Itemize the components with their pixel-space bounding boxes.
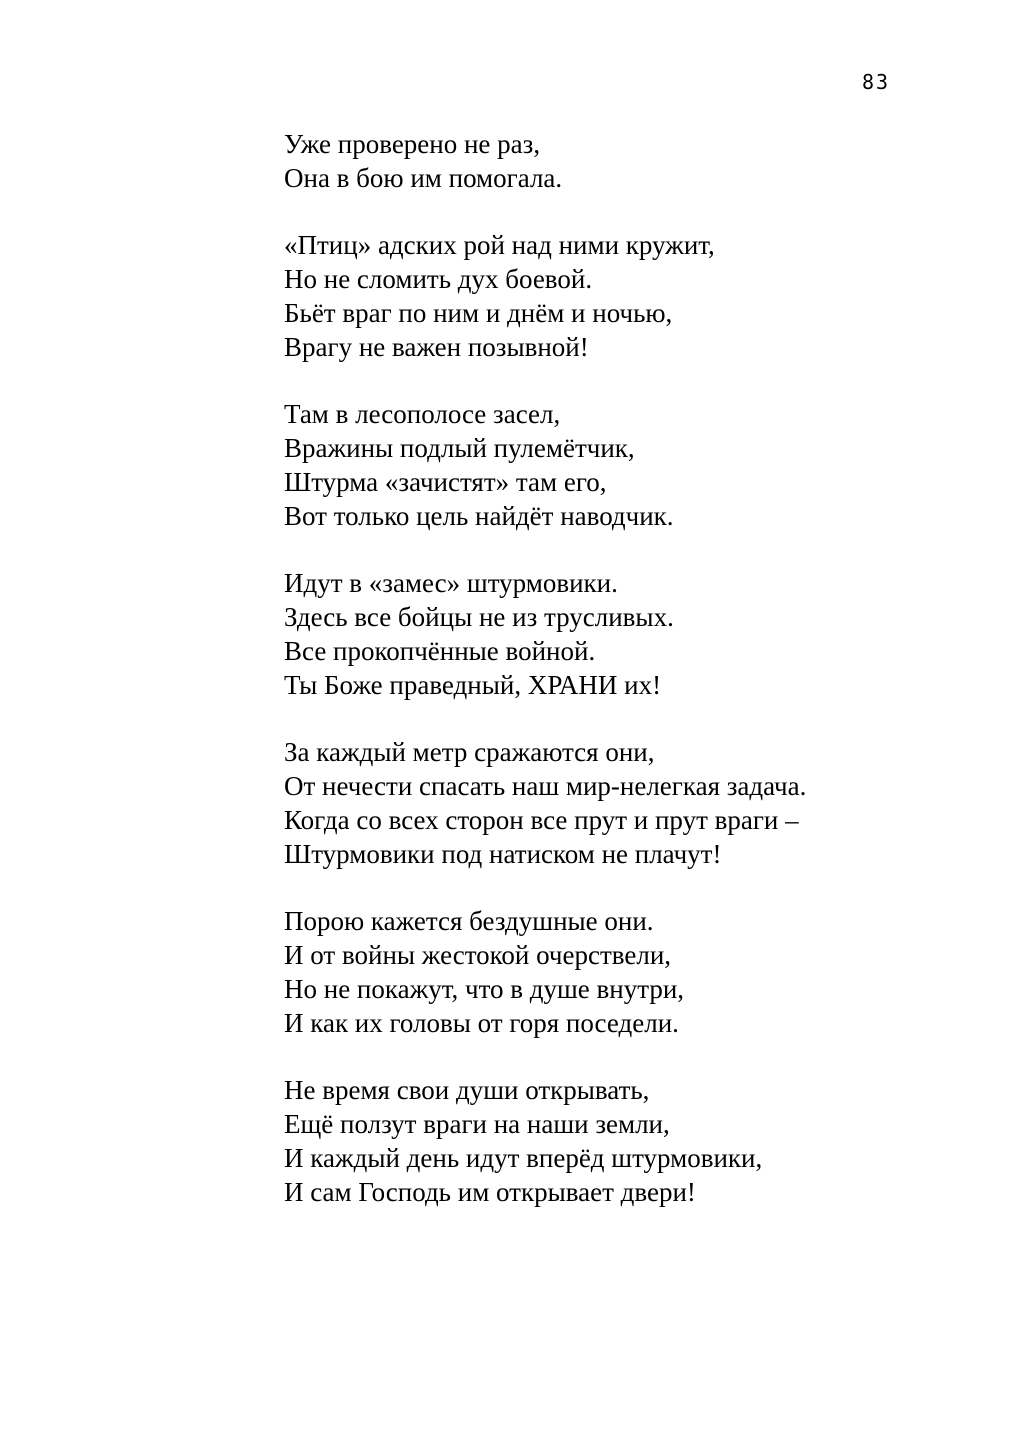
poem-line: Штурмовики под натиском не плачут! [284, 839, 722, 869]
stanza [284, 127, 984, 195]
stanza [284, 735, 984, 871]
poem-line: Уже проверено не раз, [284, 129, 541, 159]
poem-line: За каждый метр сражаются они, [284, 737, 655, 767]
poem-line: Когда со всех сторон все прут и прут враги – [284, 805, 799, 835]
poem-text [284, 127, 984, 1242]
poem-line: Врагу не важен позывной! [284, 332, 589, 362]
poem-line: Идут в «замес» штурмовики. [284, 568, 618, 598]
poem-line: Не время свои души открывать, [284, 1075, 650, 1105]
poem-line: «Птиц» адских рой над ними кружит, [284, 230, 715, 260]
poem-line: Вражины подлый пулемётчик, [284, 433, 635, 463]
poem-line: Но не покажут, что в душе внутри, [284, 974, 685, 1004]
page-number: 83 [862, 70, 891, 94]
poem-line: Вот только цель найдёт наводчик. [284, 501, 674, 531]
stanza [284, 904, 984, 1040]
poem-line: Но не сломить дух боевой. [284, 264, 593, 294]
poem-line: И каждый день идут вперёд штурмовики, [284, 1143, 763, 1173]
poem-line: Ещё ползут враги на наши земли, [284, 1109, 670, 1139]
poem-line: И как их головы от горя поседели. [284, 1008, 679, 1038]
poem-line: Все прокопчённые войной. [284, 636, 596, 666]
poem-line: И от войны жестокой очерствели, [284, 940, 672, 970]
poem-line: Бьёт враг по ним и днём и ночью, [284, 298, 673, 328]
poem-line: Ты Боже праведный, ХРАНИ их! [284, 670, 662, 700]
stanza [284, 1073, 984, 1209]
poem-line: Здесь все бойцы не из трусливых. [284, 602, 674, 632]
poem-line: Там в лесополосе засел, [284, 399, 561, 429]
poem-line: От нечести спасать наш мир-нелегкая задача. [284, 771, 807, 801]
poem-line: Штурма «зачистят» там его, [284, 467, 607, 497]
stanza [284, 397, 984, 533]
stanza [284, 228, 984, 364]
poem-line: Она в бою им помогала. [284, 163, 563, 193]
poem-line: Порою кажется бездушные они. [284, 906, 654, 936]
stanza [284, 566, 984, 702]
poem-line: И сам Господь им открывает двери! [284, 1177, 696, 1207]
